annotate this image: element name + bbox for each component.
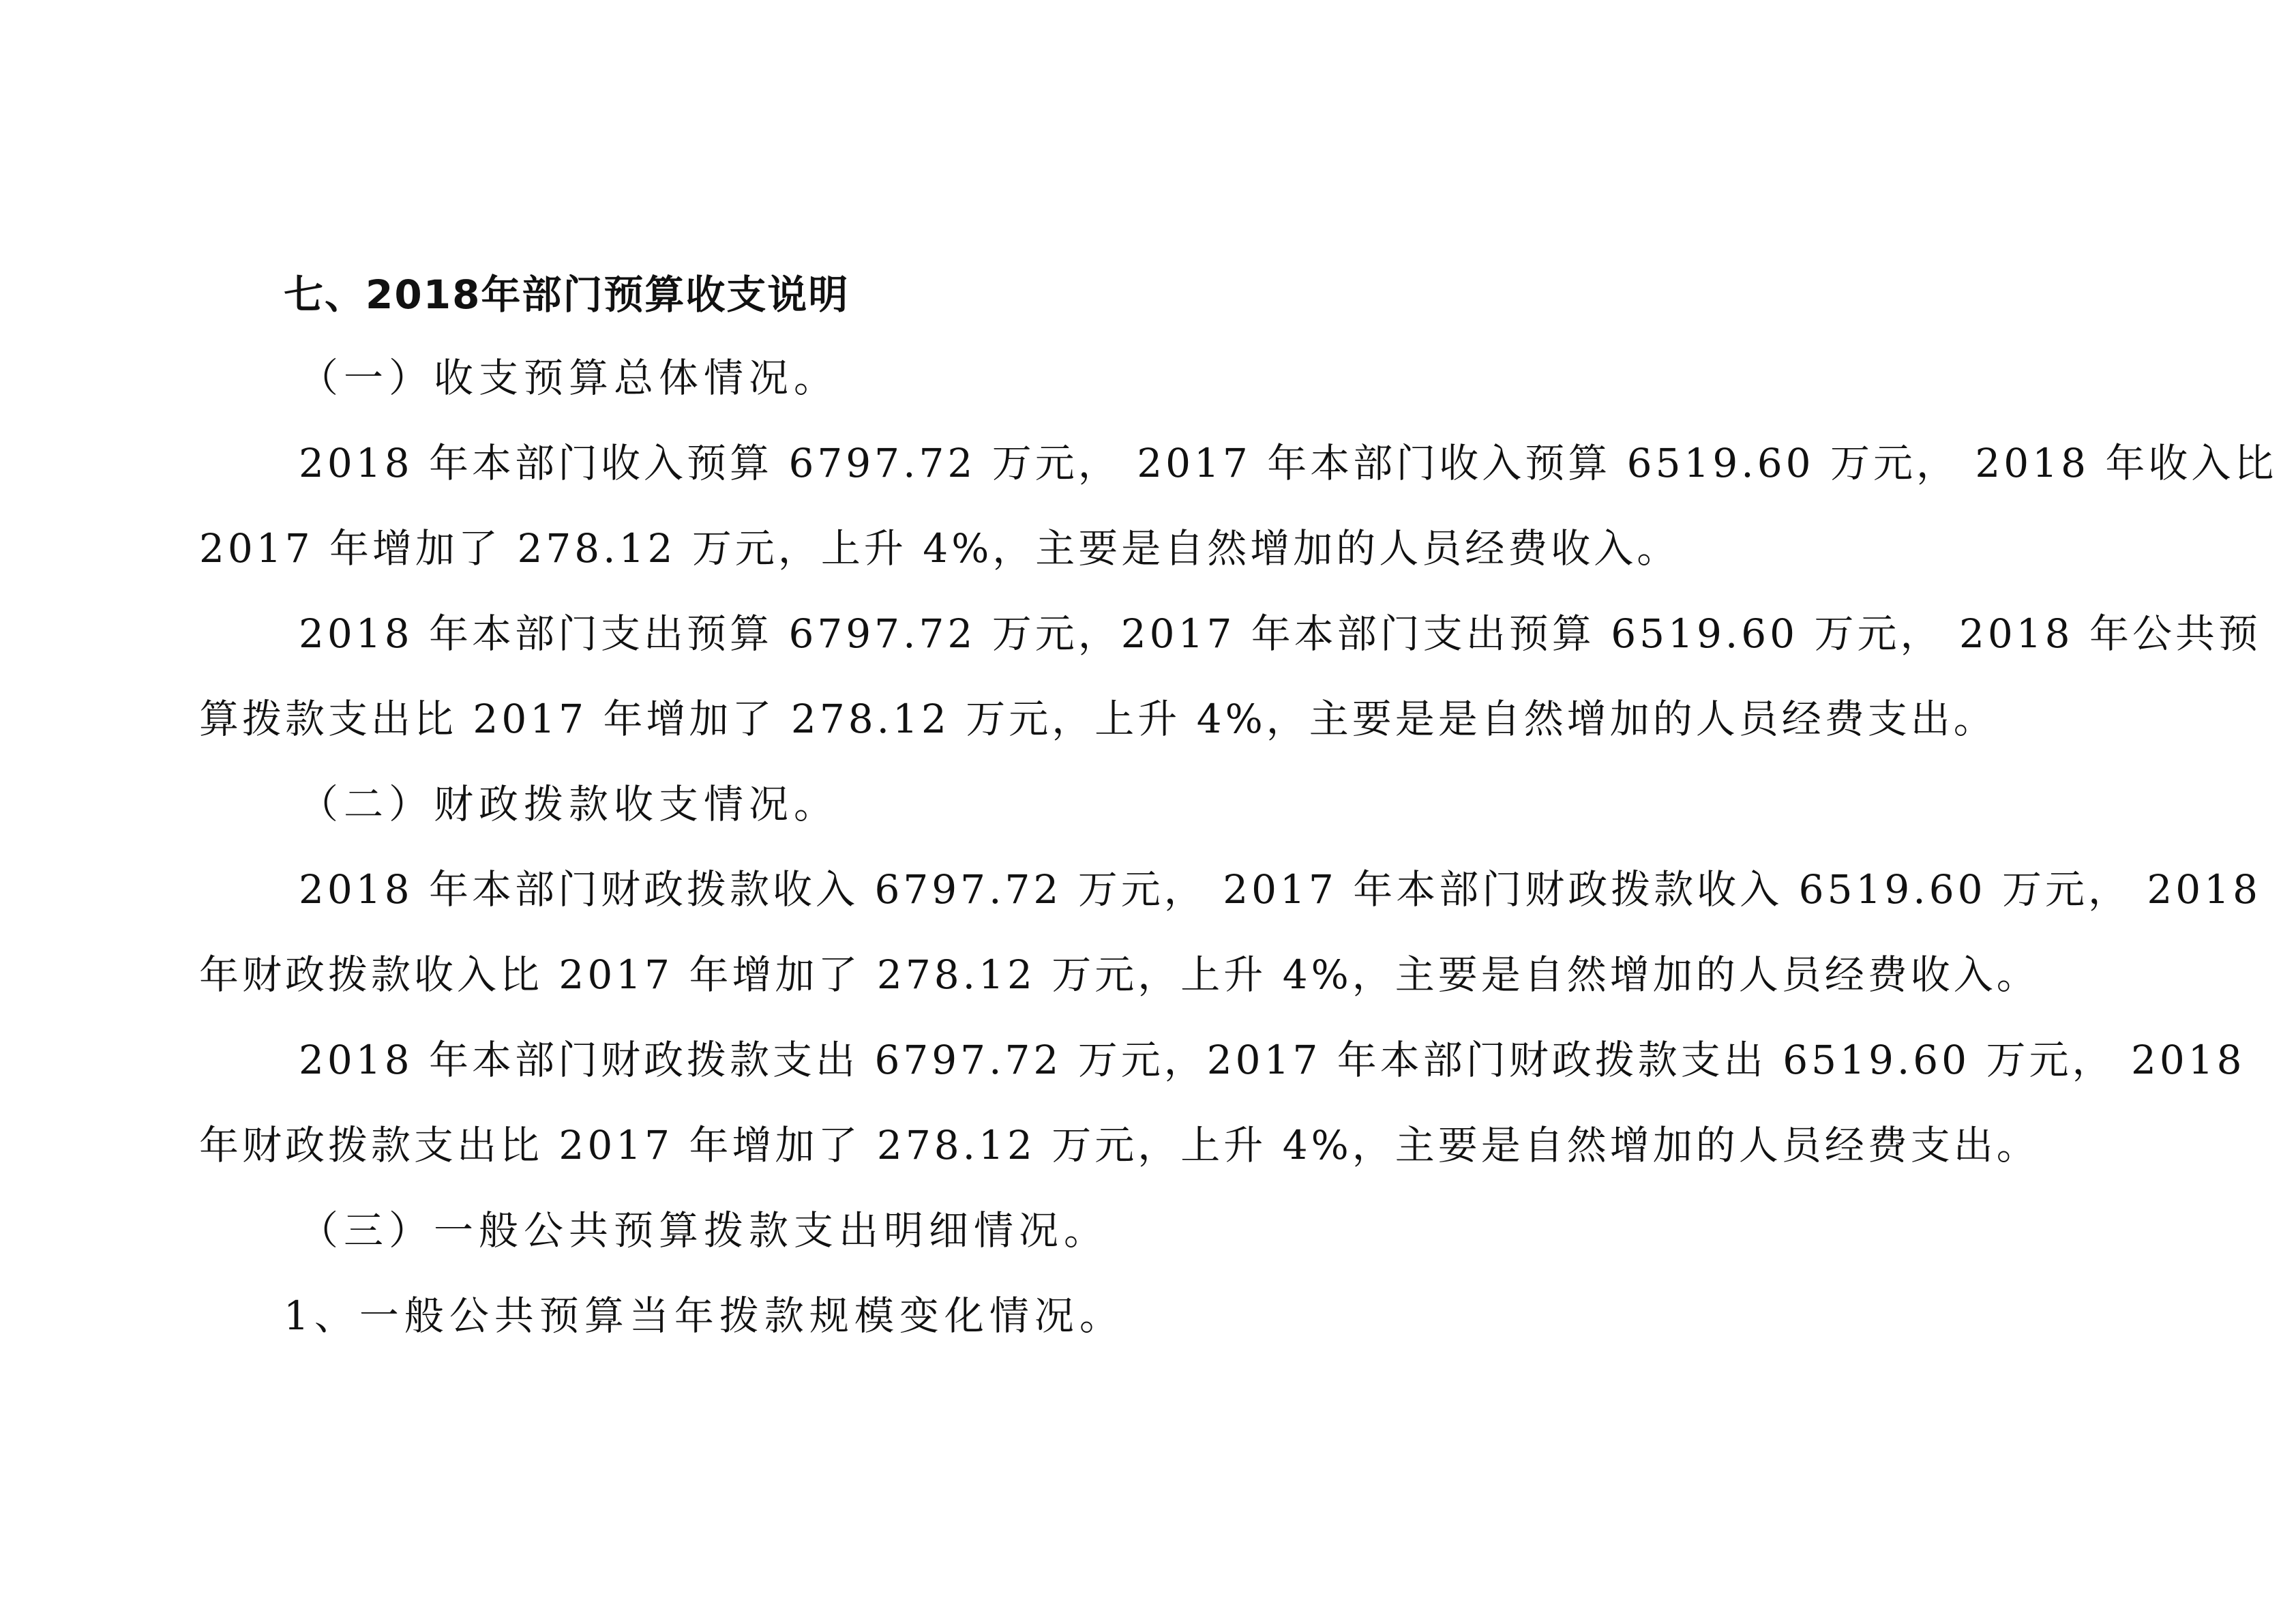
paragraph-line: 2018 年本部门财政拨款支出 6797.72 万元，2017 年本部门财政拨款支出 6519.60 万元， 2018 [299,1037,2246,1083]
paragraph-expense-budget [199,591,2262,762]
paragraph-line: 算拨款支出比 2017 年增加了 278.12 万元，上升 4%，主要是是自然增加的人员经费支出。 [199,696,1997,742]
paragraph-line: 2017 年增加了 278.12 万元，上升 4%，主要是自然增加的人员经费收入。 [199,525,1680,572]
paragraph-fiscal-income [199,847,2262,1018]
paragraph-line: 2018 年本部门财政拨款收入 6797.72 万元， 2017 年本部门财政拨款收入 6519.60 万元， 2018 [299,866,2262,913]
subsection-title-2: （二）财政拨款收支情况。 [299,781,839,827]
paragraph-line: 年财政拨款支出比 2017 年增加了 278.12 万元，上升 4%，主要是自然增加的人员经费支出。 [199,1122,2040,1168]
paragraph-income-budget [199,421,2278,591]
document-body [199,254,2278,1359]
section-heading: 七、2018年部门预算收支说明 [284,271,850,318]
numbered-item-1: 1、一般公共预算当年拨款规模变化情况。 [284,1293,1124,1339]
paragraph-fiscal-expense [199,1018,2246,1188]
paragraph-line: 年财政拨款收入比 2017 年增加了 278.12 万元，上升 4%，主要是自然增加的人员经费收入。 [199,951,2040,998]
paragraph-line: 2018 年本部门收入预算 6797.72 万元， 2017 年本部门收入预算 6519.60 万元， 2018 年收入比 [299,440,2278,486]
subsection-title-3: （三）一般公共预算拨款支出明细情况。 [299,1207,1109,1254]
paragraph-line: 2018 年本部门支出预算 6797.72 万元，2017 年本部门支出预算 6519.60 万元， 2018 年公共预 [299,610,2262,657]
subsection-title-1: （一）收支预算总体情况。 [299,355,839,401]
